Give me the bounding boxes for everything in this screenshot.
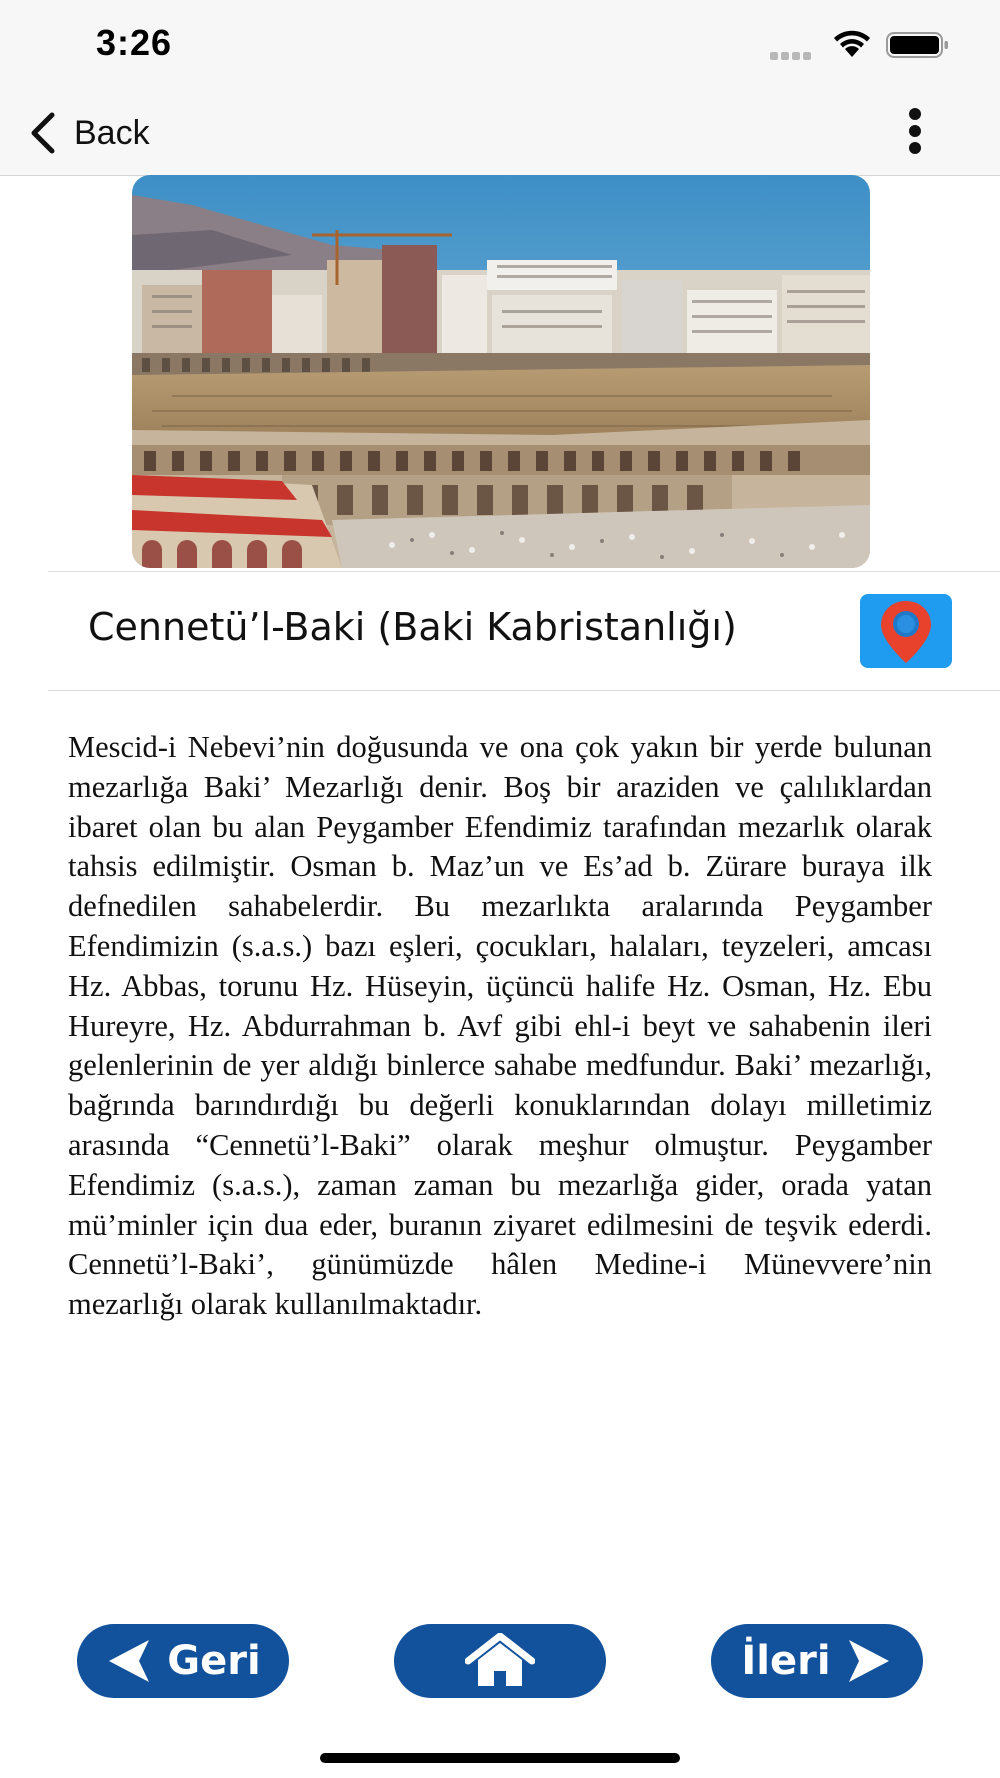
map-location-button[interactable] xyxy=(860,594,952,668)
wifi-icon xyxy=(832,30,872,58)
cellular-signal-icon xyxy=(770,47,816,55)
arrow-left-icon xyxy=(105,1638,153,1684)
next-button[interactable] xyxy=(711,1624,923,1698)
place-description: Mescid-i Nebevi’nin doğusunda ve ona çok yakın bir yerde bulunan mezarlığa Baki’ Mezarlığı denir. Boş bir araziden ve çalılıklardan ibaret olan bu alan Peygamber Efendimiz tarafından mezarlık olarak tahsis edilmiştir. Osman b. Maz’un ve Es’ad b. Zürare buraya ilk defnedilen sahabelerdir. Bu mezarlıkta aralarında Peygamber Efendimizin (s.a.s.) bazı eşleri, çocukları, halaları, teyzeleri, amcası Hz. Abbas, torunu Hz. Hüseyin, üçüncü halife Hz. Osman, Hz. Ebu Hureyre, Hz. Abdurrahman b. Avf gibi ehl-i beyt ve sahabenin ileri gelenlerinin de yer aldığı binlerce sahabe medfundur. Baki’ mezarlığı, bağrında barındırdığı bu değerli konuklarından dolayı milletimiz arasında “Cennetü’l-Baki” olarak meşhur olmuştur. Peygamber Efendimiz (s.a.s.), zaman zaman bu mezarlığa gider, orada yatan mü’minler için dua eder, buranın ziyaret edilmesini de teşvik ederdi. Cennetü’l-Baki’, günümüzde hâlen Medine-i Münevvere’nin mezarlığı olarak kullanılmaktadır. xyxy=(68,730,932,1322)
divider xyxy=(48,571,1000,572)
home-icon xyxy=(465,1633,535,1689)
next-label: İleri xyxy=(741,1638,831,1684)
map-pin-icon xyxy=(876,597,936,667)
more-vertical-icon[interactable] xyxy=(900,108,930,158)
battery-icon xyxy=(886,31,950,59)
navigation-bar xyxy=(0,90,1000,176)
chevron-left-icon xyxy=(28,111,58,155)
place-photo xyxy=(132,175,870,568)
back-button[interactable] xyxy=(28,108,150,158)
arrow-right-icon xyxy=(845,1638,893,1684)
place-title: Cennetü’l-Baki (Baki Kabristanlığı) xyxy=(88,605,737,649)
back-label: Back xyxy=(74,113,150,152)
previous-label: Geri xyxy=(167,1638,261,1684)
status-bar xyxy=(0,0,1000,90)
status-time: 3:26 xyxy=(96,22,173,63)
divider xyxy=(48,690,1000,691)
home-indicator[interactable] xyxy=(320,1753,680,1763)
previous-button[interactable] xyxy=(77,1624,289,1698)
home-button[interactable] xyxy=(394,1624,606,1698)
